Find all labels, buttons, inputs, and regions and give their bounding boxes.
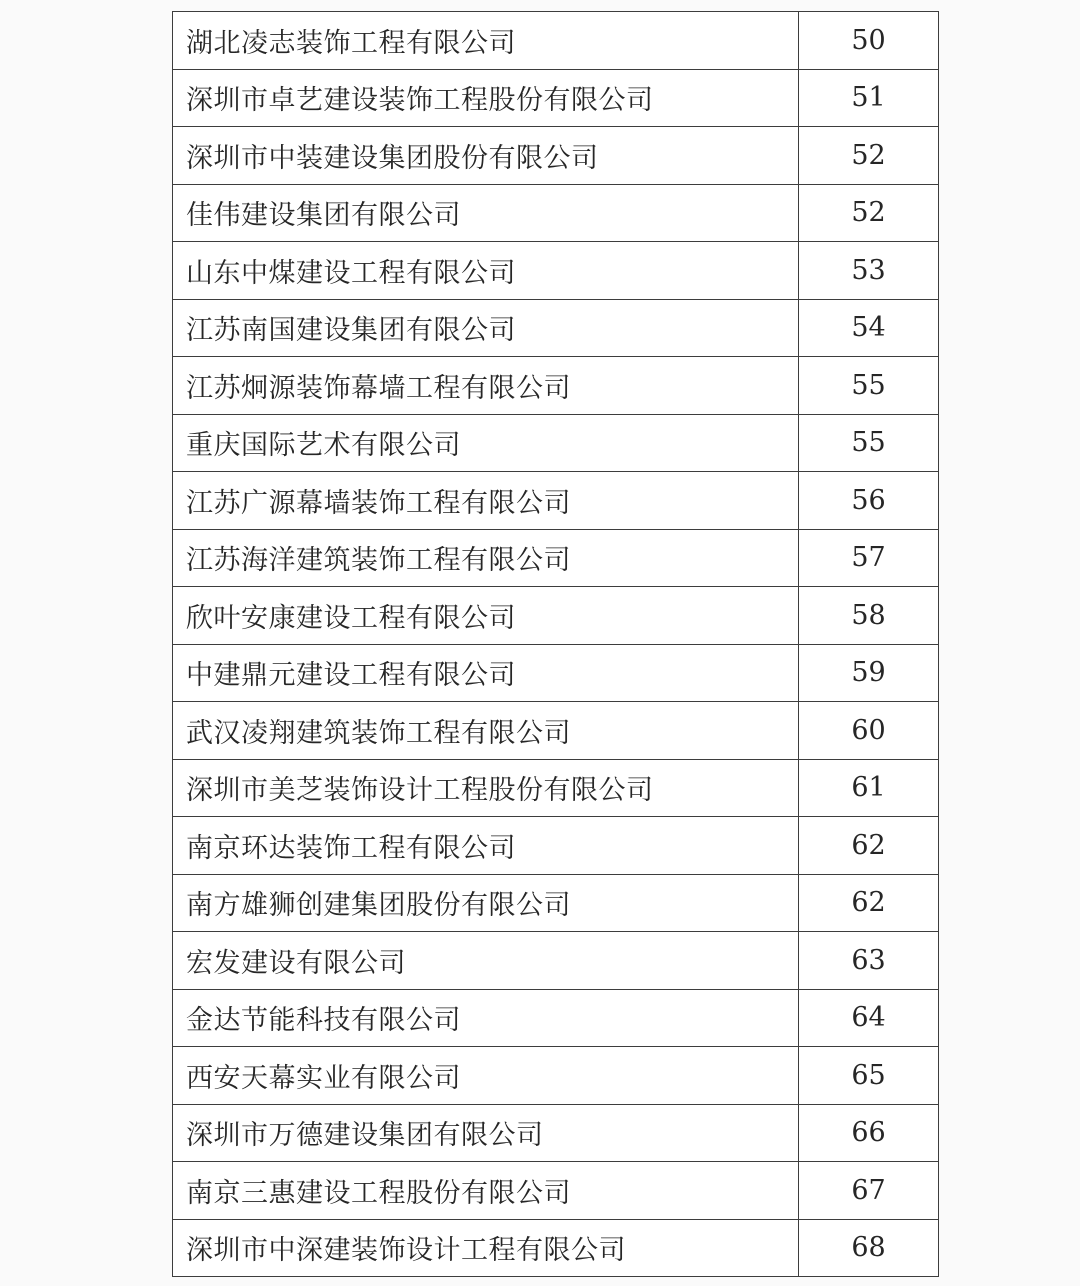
company-name-cell: 宏发建设有限公司 (173, 932, 799, 989)
company-name-cell: 江苏炯源装饰幕墙工程有限公司 (173, 357, 799, 414)
table-row (173, 356, 938, 414)
company-ranking-table (172, 11, 939, 1277)
company-name-cell: 湖北凌志装饰工程有限公司 (173, 12, 799, 69)
company-rank-cell: 63 (851, 944, 886, 976)
company-rank-cell: 55 (851, 427, 886, 459)
company-rank-cell: 61 (851, 772, 886, 804)
company-rank-cell: 50 (851, 24, 886, 56)
table-row (173, 874, 938, 932)
table-row (173, 471, 938, 529)
company-name-cell: 深圳市中深建装饰设计工程有限公司 (173, 1220, 799, 1277)
company-rank-cell: 60 (851, 714, 886, 746)
table-row (173, 241, 938, 299)
company-name-cell: 山东中煤建设工程有限公司 (173, 242, 799, 299)
company-name-cell: 西安天幕实业有限公司 (173, 1047, 799, 1104)
company-rank-cell: 59 (851, 657, 886, 689)
company-rank-cell: 62 (851, 887, 886, 919)
company-rank-cell: 55 (851, 369, 886, 401)
company-rank-cell: 51 (851, 82, 886, 114)
table-row (173, 1219, 938, 1277)
company-name-cell: 金达节能科技有限公司 (173, 990, 799, 1047)
company-rank-cell: 68 (851, 1232, 886, 1264)
company-name-cell: 武汉凌翔建筑装饰工程有限公司 (173, 702, 799, 759)
company-rank-cell: 58 (851, 599, 886, 631)
table-row (173, 1161, 938, 1219)
table-row (173, 989, 938, 1047)
table-row (173, 69, 938, 127)
company-name-cell: 南方雄狮创建集团股份有限公司 (173, 875, 799, 932)
table-row (173, 644, 938, 702)
company-rank-cell: 54 (851, 312, 886, 344)
company-name-cell: 江苏广源幕墙装饰工程有限公司 (173, 472, 799, 529)
table-row (173, 1046, 938, 1104)
table-row (173, 184, 938, 242)
company-name-cell: 江苏南国建设集团有限公司 (173, 300, 799, 357)
table-row (173, 759, 938, 817)
company-name-cell: 江苏海洋建筑装饰工程有限公司 (173, 530, 799, 587)
company-rank-cell: 67 (851, 1174, 886, 1206)
company-name-cell: 欣叶安康建设工程有限公司 (173, 587, 799, 644)
table-row (173, 12, 938, 69)
table-row (173, 299, 938, 357)
company-rank-cell: 62 (851, 829, 886, 861)
table-row (173, 126, 938, 184)
company-rank-cell: 66 (851, 1117, 886, 1149)
company-name-cell: 重庆国际艺术有限公司 (173, 415, 799, 472)
company-rank-cell: 52 (851, 139, 886, 171)
table-row (173, 1104, 938, 1162)
company-rank-cell: 52 (851, 197, 886, 229)
company-name-cell: 深圳市中装建设集团股份有限公司 (173, 127, 799, 184)
company-name-cell: 深圳市万德建设集团有限公司 (173, 1105, 799, 1162)
company-rank-cell: 57 (851, 542, 886, 574)
table-row (173, 414, 938, 472)
table-row (173, 816, 938, 874)
company-rank-cell: 64 (851, 1002, 886, 1034)
company-rank-cell: 56 (851, 484, 886, 516)
company-name-cell: 佳伟建设集团有限公司 (173, 185, 799, 242)
company-rank-cell: 53 (851, 254, 886, 286)
table-row (173, 529, 938, 587)
table-row (173, 701, 938, 759)
table-row (173, 586, 938, 644)
company-name-cell: 中建鼎元建设工程有限公司 (173, 645, 799, 702)
company-rank-cell: 65 (851, 1059, 886, 1091)
company-name-cell: 南京环达装饰工程有限公司 (173, 817, 799, 874)
company-name-cell: 深圳市卓艺建设装饰工程股份有限公司 (173, 70, 799, 127)
table-row (173, 931, 938, 989)
company-name-cell: 南京三惠建设工程股份有限公司 (173, 1162, 799, 1219)
company-name-cell: 深圳市美芝装饰设计工程股份有限公司 (173, 760, 799, 817)
